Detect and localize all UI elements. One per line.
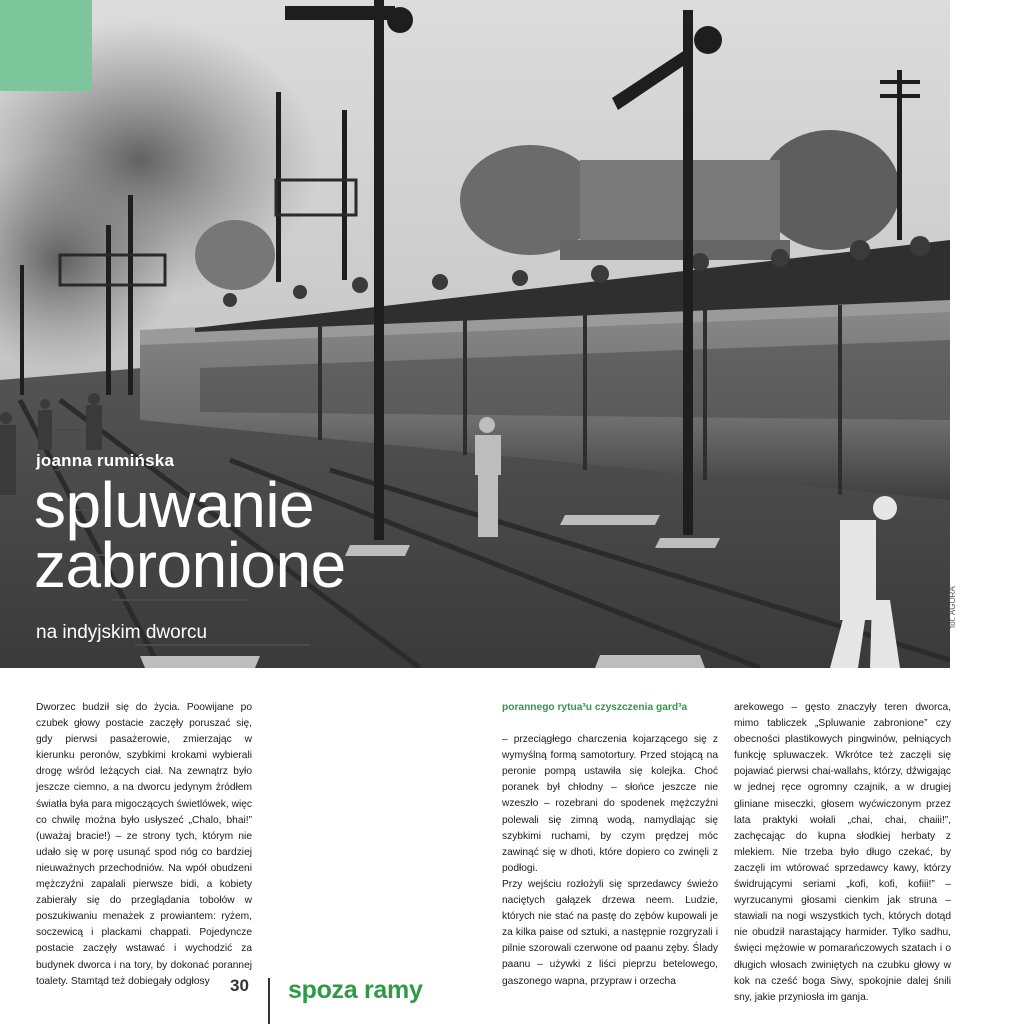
article-title [34, 469, 346, 601]
green-accent-block [0, 0, 92, 91]
section-name: spoza ramy [288, 976, 423, 1004]
paragraph: Dworzec budził się do życia. Poowijane po czubek głowy postacie zaczęły poruszać się, gdy pierwsi pasażerowie, zmierzając w kierunku peronów, szybkimi krokami wybierali drogę wśród leżących ciał. Na zewnątrz było jeszcze ciemno, a na dworcu jedynym źródłem światła była para migoczących świetlówek, więc co chwilę można było usłyszeć „Chalo, bhai!” (uważaj bracie!) – ze strony tych, którym nie udało się w porę usunąć spod nóg co bardziej nieuważnych przechodniów. Na wpół obudzeni mężczyźni zapalali pierwsze bidi, a kobiety zabierały się do przeglądania tobołów w poszukiwaniu menażek z prowiantem: ryżem, soczewicą i plackami chappati. Pojedyncze postacie zaczęły wstawać i wychodzić za budynek dworca i na tory, by dokonać porannej toalety. Stamtąd też dobiegały odgłosy [36, 702, 252, 987]
paragraph: – przeciągłego charczenia kojarzącego się z wymyślną formą samotortury. Przed stojącą na peronie pompą ustawiła się kolejka. Choć poranek był chłodny – słońce jeszcze nie wzeszło – rozebrani do spodenek mężczyźni polewali się zimną wodą, namydlając się szybkimi ruchami, by czym prędzej móc zawinąć się w dhoti, które dopiero co zwinęli z podłogi. [502, 734, 718, 874]
paragraph: Przy wejściu rozłożyli się sprzedawcy świeżo naciętych gałązek drzewa neem. Ludzie, których nie stać na pastę do zębów kupowali je za kilka paise od sztuki, a następnie rozgryzali i pilnie szorowali czerwone od paanu zęby. Ślady paanu – używki z liści pieprzu betelowego, gaszonego wapna, przypraw i orzecha [502, 878, 718, 987]
body-column-3 [734, 700, 951, 1006]
paragraph: arekowego – gęsto znaczyły teren dworca, mimo tabliczek „Spluwanie zabronione” czy obecności plastikowych pingwinów, pełniących funkcję spluwaczek. Wkrótce też zaczęli się pojawiać pierwsi chai-wallahs, którzy, dźwigając w jednej ręce ogromny czajnik, a w drugiej gliniane miseczki, głosem wyćwiczonym przez lata praktyki wołali „chai, chai, chaiii!”, zachęcając do kupna słodkiej herbaty z mlekiem. Nie trzeba było długo czekać, by zaczęli im wtórować sprzedawcy kawy, którzy świdrującymi seriami „kofi, kofi, kofiii!” – wyrzucanymi głosami cienkim jak struna – stawiali na nogi wszystkich tych, których dotąd nie obudził narastający harmider. Tylko sadhu, święci mężowie w pomarańczowych szatach i o długich włosach zwiniętych na czubku głowy w kok na cześć boga Siwy, spokojnie dalej śnili sny, jakie przyniosła im ganja. [734, 702, 951, 1003]
author-name: joanna rumińska [36, 451, 175, 470]
body-column-2 [502, 700, 718, 990]
title-line-1: spluwanie [34, 469, 315, 541]
article-subtitle: na indyjskim dworcu [36, 622, 208, 643]
title-line-2: zabronione [34, 529, 346, 601]
section-subhead: porannego rytua³u czyszczenia gard³a [502, 702, 688, 713]
page-number: 30 [230, 976, 249, 995]
footer-divider [268, 978, 270, 1024]
photo-credit: fot. AGORA [948, 586, 957, 628]
body-column-1 [36, 700, 252, 990]
